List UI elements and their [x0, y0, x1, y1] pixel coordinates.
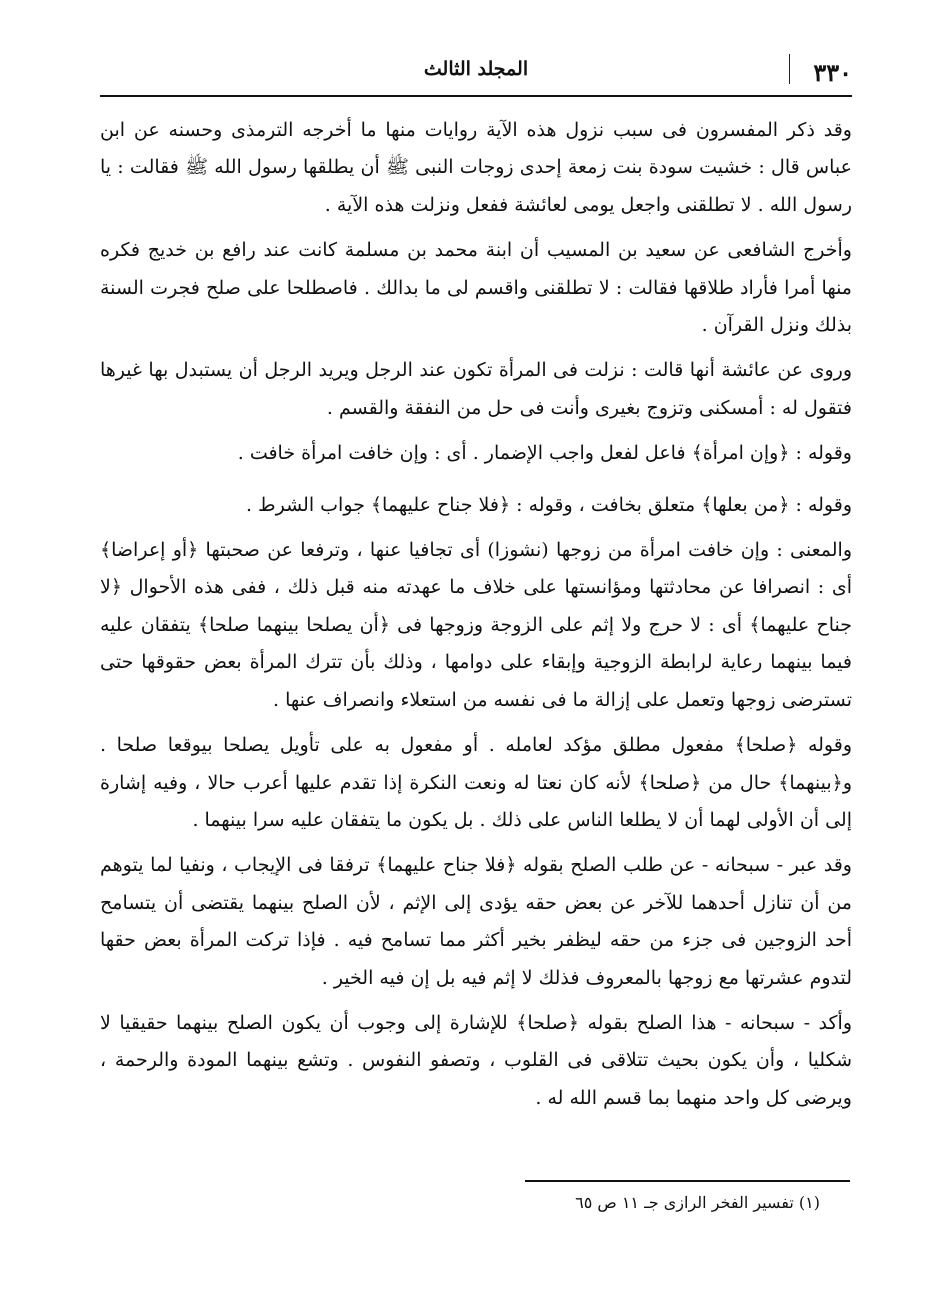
header-rule [100, 95, 852, 97]
paragraph: وقوله : ﴿من بعلها﴾ متعلق بخافت ، وقوله : ﴿فلا جناح عليهما﴾ جواب الشرط . [245, 493, 852, 516]
volume-title: المجلد الثالث [423, 58, 529, 80]
paragraph: وقوله : ﴿وإن امرأة﴾ فاعل لفعل واجب الإضمار . أى : وإن خافت امرأة خافت . [237, 442, 852, 465]
body-text [100, 112, 852, 1125]
paragraph: وقوله ﴿صلحا﴾ مفعول مطلق مؤكد لعامله . أو مفعول به على تأويل يصلحا بيوقعا صلحا . و﴿بينهما﴾ حال من ﴿صلحا﴾ لأنه كان نعتا له ونعت النكرة إذا تقدم عليها أعرب حالا ، وفيه إشارة إلى أن الأولى لهما أن لا يطلعا الناس على ذلك . بل يكون ما يتفقان عليه سرا بينهما . [100, 734, 852, 831]
page-number: ٣٣٠ [813, 58, 852, 87]
paragraph: وروى عن عائشة أنها قالت : نزلت فى المرأة تكون عند الرجل ويريد الرجل أن يستبدل بها غيرها فتقول له : أمسكنى وتزوج بغيرى وأنت فى حل من النفقة والقسم . [100, 359, 852, 419]
paragraph: وأكد - سبحانه - هذا الصلح بقوله ﴿صلحا﴾ للإشارة إلى وجوب أن يكون الصلح بينهما حقيقيا لا شكليا ، وأن يكون بحيث تتلاقى فى القلوب ، وتصفو النفوس . وتشع بينهما المودة والرحمة ، ويرضى كل واحد منهما بما قسم الله له . [100, 1011, 852, 1109]
footnote-rule [525, 1180, 850, 1182]
paragraph: وقد عبر - سبحانه - عن طلب الصلح بقوله ﴿فلا جناح عليهما﴾ ترفقا فى الإيجاب ، ونفيا لما يتوهم من أن تنازل أحدهما للآخر عن بعض حقه يؤدى إلى الإثم ، لأن الصلح بينهما يقتضى أن يتسامح أحد الزوجين فى جزء من حقه ليظفر بخير أكثر مما تسامح فيه . فإذا تركت المرأة بعض حقها لتدوم عشرتها مع زوجها بالمعروف فذلك لا إثم فيه بل إن فيه الخير . [100, 854, 852, 989]
paragraph: والمعنى : وإن خافت امرأة من زوجها (نشوزا) أى تجافيا عنها ، وترفعا عن صحبتها ﴿أو إعراضا﴾ أى : انصرافا عن محادثتها ومؤانستها على خلاف ما عهدته منه قبل ذلك ، ففى هذه الأحوال ﴿لا جناح عليهما﴾ أى : لا حرج ولا إثم على الزوجة وزوجها فى ﴿أن يصلحا بينهما صلحا﴾ يتفقان عليه فيما بينهما رعاية لرابطة الزوجية وإبقاء على دوامها ، وذلك بأن تترك المرأة بعض حقوقها حتى تسترضى زوجها وتعمل على إزالة ما فى نفسه من استعلاء وانصراف عنها . [100, 539, 853, 711]
paragraph: وأخرج الشافعى عن سعيد بن المسيب أن ابنة محمد بن مسلمة كانت عند رافع بن خديج فكره منها أمرا فأراد طلاقها فقالت : لا تطلقنى واقسم لى ما بدالك . فاصطلحا على صلح فجرت السنة بذلك ونزل القرآن . [100, 239, 852, 337]
paragraph: وقد ذكر المفسرون فى سبب نزول هذه الآية روايات منها ما أخرجه الترمذى وحسنه عن ابن عباس قال : خشيت سودة بنت زمعة إحدى زوجات النبى ﷺ أن يطلقها رسول الله ﷺ فقالت : يا رسول الله . لا تطلقنى واجعل يومى لعائشة ففعل ونزلت هذه الآية . [100, 119, 852, 216]
page-header [100, 52, 852, 88]
footnote: (١) تفسير الفخر الرازى جـ ١١ ص ٦٥ [575, 1193, 820, 1212]
